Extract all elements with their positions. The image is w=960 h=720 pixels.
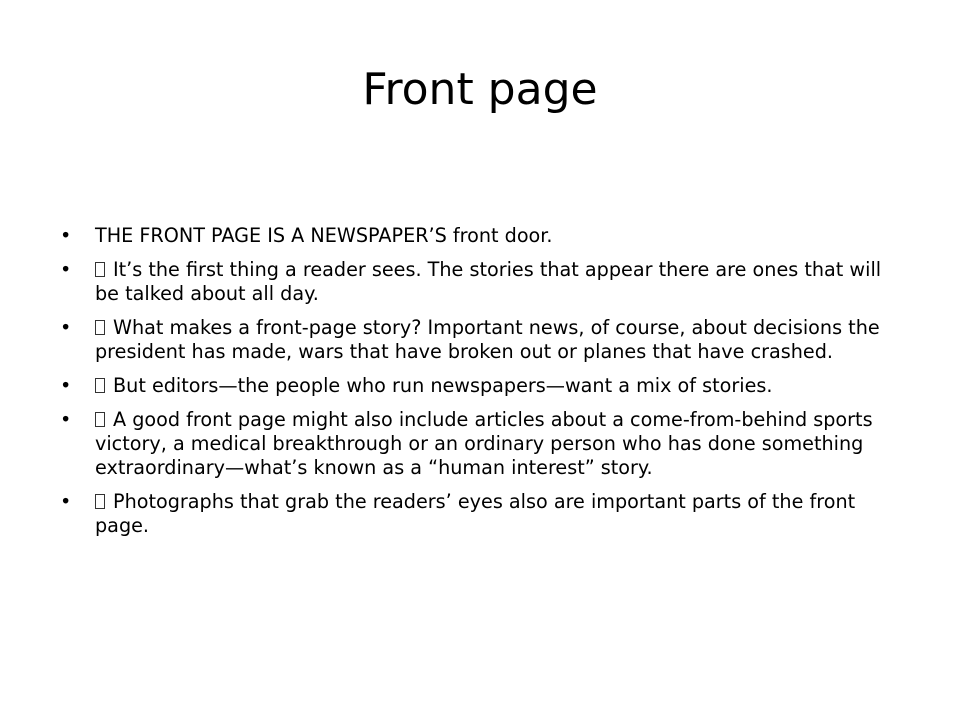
bullet-dot-icon: • [60, 408, 72, 431]
missing-glyph-icon [95, 262, 105, 277]
bullet-dot-icon: • [60, 490, 72, 513]
bullet-dot-icon: • [60, 374, 72, 397]
bullet-text: A good front page might also include articles about a come-from-behind sports victory, a medical breakthrough or an ordinary person who has done something extraordinary—what’s known as a “human interest” story. [95, 408, 873, 479]
bullet-text: It’s the first thing a reader sees. The stories that appear there are ones that will be talked about all day. [95, 258, 882, 305]
bullet-item [60, 490, 910, 538]
bullet-list [60, 224, 910, 548]
bullet-dot-icon: • [60, 258, 72, 281]
missing-glyph-icon [95, 378, 105, 393]
bullet-text: Photographs that grab the readers’ eyes also are important parts of the front page. [95, 490, 856, 537]
missing-glyph-icon [95, 494, 105, 509]
missing-glyph-icon [95, 412, 105, 427]
bullet-item [60, 316, 910, 364]
bullet-item [60, 224, 910, 248]
bullet-item [60, 374, 910, 398]
bullet-dot-icon: • [60, 316, 72, 339]
bullet-text: But editors—the people who run newspapers—want a mix of stories. [113, 374, 773, 397]
bullet-text: What makes a front-page story? Important news, of course, about decisions the president has made, wars that have broken out or planes that have crashed. [95, 316, 880, 363]
bullet-dot-icon: • [60, 224, 72, 247]
missing-glyph-icon [95, 320, 105, 335]
bullet-text: THE FRONT PAGE IS A NEWSPAPER’S front door. [95, 224, 553, 247]
bullet-item [60, 258, 910, 306]
bullet-item [60, 408, 910, 480]
slide-title: Front page [362, 64, 598, 115]
